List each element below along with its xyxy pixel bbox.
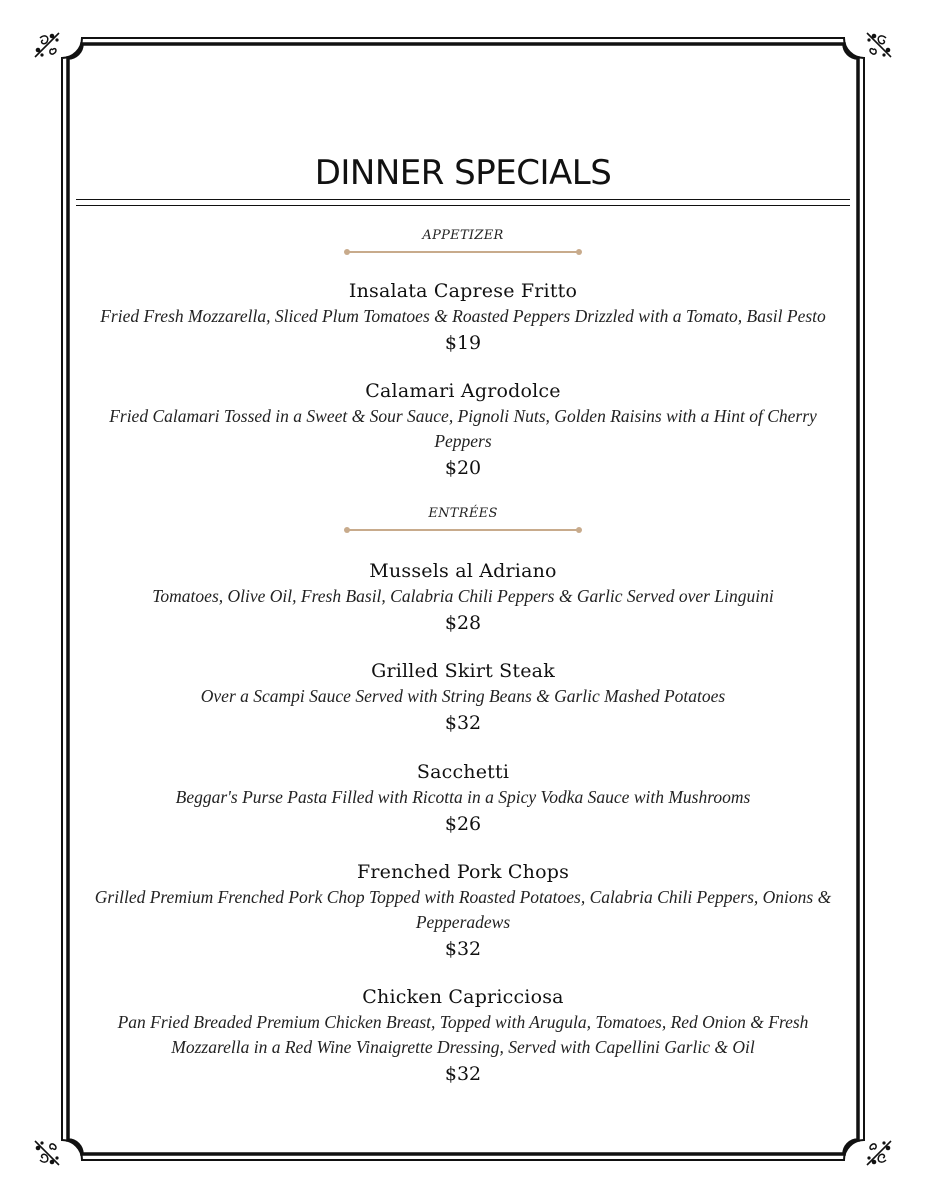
divider-dot [344,527,350,533]
divider-dot [576,527,582,533]
section-divider [344,525,582,535]
menu-item-description: Tomatoes, Olive Oil, Fresh Basil, Calabria Chili Peppers & Garlic Served over Linguini [152,586,774,606]
menu-title: DINNER SPECIALS [314,153,612,193]
menu-item-name: Insalata Caprese Fritto [348,280,578,302]
menu-item-name: Chicken Capricciosa [362,986,564,1008]
menu-item-price: $32 [444,712,482,734]
menu-item-price: $28 [444,612,482,634]
section-divider [344,247,582,257]
section-label-entrees: ENTRÉES [428,506,498,521]
menu-item-description: Pan Fried Breaded Premium Chicken Breast, Topped with Arugula, Tomatoes, Red Onion & Fresh Mozzarella in a Red Wine Vinaigrette Dressing, Served with Capellini Garlic & Oil [117,1012,809,1057]
menu-item-price: $32 [444,938,482,960]
menu-item-name: Frenched Pork Chops [356,861,570,883]
corner-flourish-icon [32,30,62,60]
divider-line [348,251,578,253]
section-label-appetizer: APPETIZER [422,228,504,243]
corner-flourish-icon [32,1138,62,1168]
menu-item-name: Mussels al Adriano [369,560,557,582]
menu-item-description: Fried Calamari Tossed in a Sweet & Sour Sauce, Pignoli Nuts, Golden Raisins with a Hint of Cherry Peppers [109,406,817,451]
menu-item [88,278,838,356]
menu-item-price: $19 [444,332,482,354]
divider-line [348,529,578,531]
menu-item-price: $32 [444,1063,482,1085]
title-rule [76,199,850,200]
menu-item-description: Grilled Premium Frenched Pork Chop Topped with Roasted Potatoes, Calabria Chili Peppers, Onions & Pepperadews [94,887,832,932]
menu-item [88,984,838,1087]
menu-item [88,378,838,481]
menu-item-price: $20 [444,457,482,479]
menu-item-name: Calamari Agrodolce [365,380,561,402]
divider-dot [576,249,582,255]
menu-item-price: $26 [444,813,482,835]
menu-item-name: Grilled Skirt Steak [371,660,555,682]
corner-flourish-icon [864,1138,894,1168]
corner-flourish-icon [864,30,894,60]
menu-item-description: Fried Fresh Mozzarella, Sliced Plum Tomatoes & Roasted Peppers Drizzled with a Tomato, Basil Pesto [100,306,826,326]
menu-item [88,859,838,962]
menu-item-description: Beggar's Purse Pasta Filled with Ricotta in a Spicy Vodka Sauce with Mushrooms [175,787,751,807]
divider-dot [344,249,350,255]
menu-item-name: Sacchetti [416,761,510,783]
title-rule [76,205,850,206]
menu-item [88,658,838,736]
menu-item [88,759,838,837]
menu-item [88,558,838,636]
menu-item-description: Over a Scampi Sauce Served with String Beans & Garlic Mashed Potatoes [200,686,726,706]
